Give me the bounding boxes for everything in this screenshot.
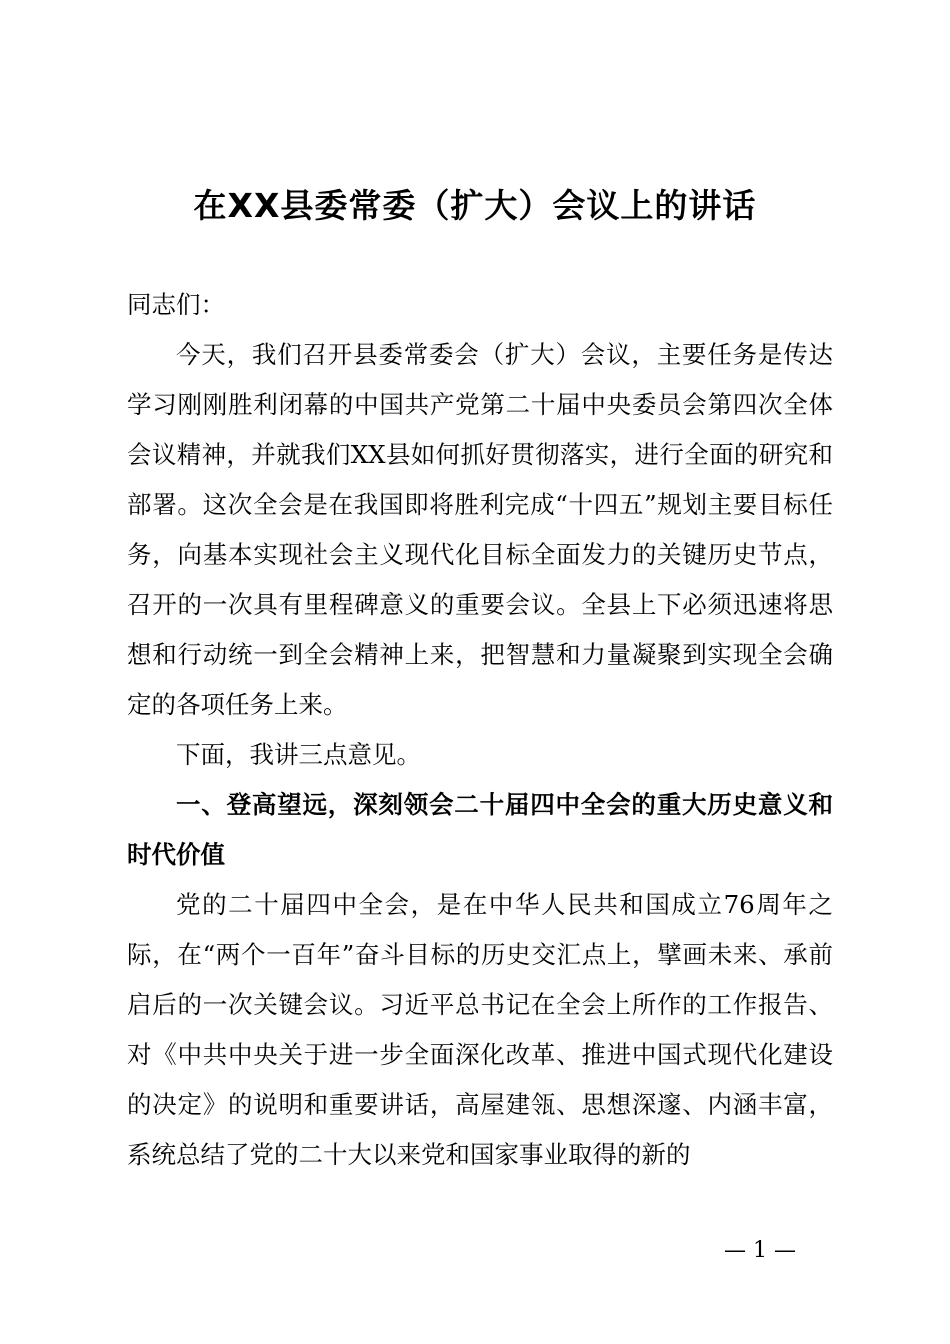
section-heading: 一、登高望远，深刻领会二十届四中全会的重大历史意义和时代价值 <box>127 790 833 869</box>
page-number: — 1 — <box>724 1238 796 1263</box>
body-paragraph: 下面，我讲三点意见。 <box>176 740 421 769</box>
document-title: 在XX县委常委（扩大）会议上的讲话 <box>193 186 757 225</box>
body-paragraph: 今天，我们召开县委常委会（扩大）会议，主要任务是传达学习刚刚胜利闭幕的中国共产党第二十届中央委员会第四次全体会议精神，并就我们XX县如何抓好贯彻落实，进行全面的研究和部署。这次全会是在我国即将胜利完成“十四五”规划主要目标任务，向基本实现社会主义现代化目标全面发力的关键历史节点，召开的一次具有里程碑意义的重要会议。全县上下必须迅速将思想和行动统一到全会精神上来，把智慧和力量凝聚到实现全会确定的各项任务上来。 <box>127 340 833 719</box>
salutation: 同志们： <box>127 290 225 319</box>
body-paragraph: 党的二十届四中全会，是在中华人民共和国成立76周年之际，在“两个一百年”奋斗目标的历史交汇点上，擘画未来、承前启后的一次关键会议。习近平总书记在全会上所作的工作报告、对《中共中央关于进一步全面深化改革、推进中国式现代化建设的决定》的说明和重要讲话，高屋建瓴、思想深邃、内涵丰富，系统总结了党的二十大以来党和国家事业取得的新的 <box>127 890 833 1169</box>
document-body <box>127 280 833 1180</box>
